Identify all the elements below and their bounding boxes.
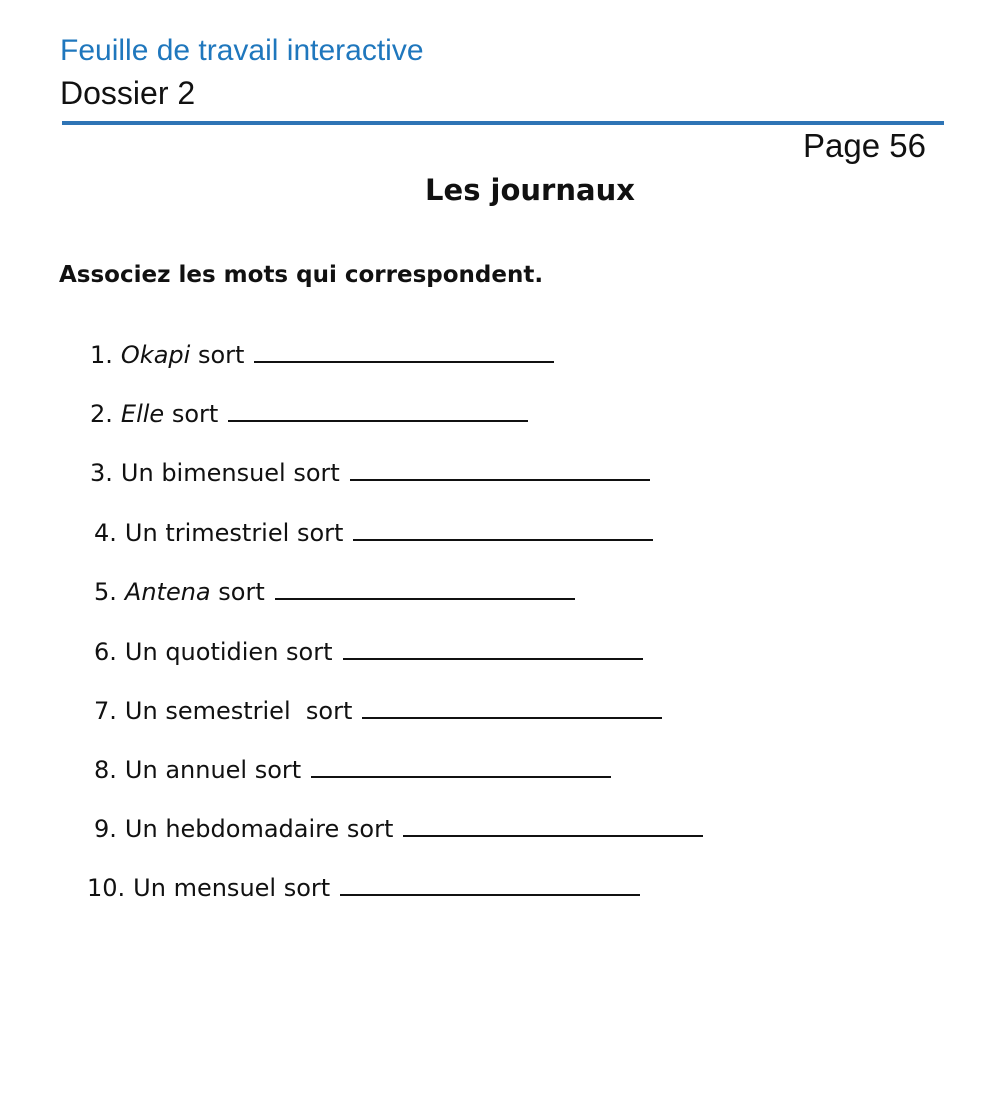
exercise-item-2: [90, 400, 528, 428]
item-verb: sort: [283, 874, 331, 902]
item-number: 8.: [94, 756, 117, 784]
item-number: 5.: [94, 578, 117, 606]
item-verb: sort: [171, 400, 219, 428]
item-verb: sort: [254, 756, 302, 784]
exercise-item-1: [90, 341, 554, 369]
item-verb: sort: [305, 697, 353, 725]
item-number: 1.: [90, 341, 113, 369]
worksheet-type-label: Feuille de travail interactive: [60, 34, 424, 67]
answer-blank[interactable]: [254, 341, 554, 363]
item-number: 3.: [90, 459, 113, 487]
exercise-item-7: [94, 697, 662, 725]
item-subject: Un quotidien: [124, 638, 279, 666]
worksheet-title: Les journaux: [425, 173, 635, 207]
item-subject: Un bimensuel: [120, 459, 286, 487]
answer-blank[interactable]: [275, 578, 575, 600]
answer-blank[interactable]: [343, 638, 643, 660]
item-verb: sort: [218, 578, 265, 606]
exercise-item-6: [94, 638, 643, 666]
dossier-title: Dossier 2: [60, 75, 196, 111]
item-subject: Un annuel: [124, 756, 248, 784]
item-subject: Antena: [124, 578, 211, 606]
item-subject: Un mensuel: [133, 874, 277, 902]
answer-blank[interactable]: [403, 815, 703, 837]
answer-blank[interactable]: [350, 459, 650, 481]
item-number: 9.: [94, 815, 117, 843]
item-subject: Un trimestriel: [124, 519, 290, 547]
exercise-item-9: [94, 815, 703, 843]
item-verb: sort: [286, 638, 333, 666]
item-verb: sort: [197, 341, 245, 369]
item-number: 6.: [94, 638, 117, 666]
item-verb: sort: [293, 459, 340, 487]
header-divider: [62, 121, 944, 125]
exercise-item-3: [90, 459, 650, 487]
item-subject: Elle: [120, 400, 165, 428]
exercise-item-8: [94, 756, 611, 784]
answer-blank[interactable]: [362, 697, 662, 719]
item-subject: Okapi: [120, 341, 191, 369]
item-number: 10.: [87, 874, 126, 902]
answer-blank[interactable]: [340, 874, 640, 896]
exercise-item-10: [87, 874, 640, 902]
item-number: 2.: [90, 400, 113, 428]
answer-blank[interactable]: [311, 756, 611, 778]
item-verb: sort: [346, 815, 394, 843]
exercise-item-5: [94, 578, 575, 606]
page-number: Page 56: [803, 127, 926, 164]
item-verb: sort: [296, 519, 344, 547]
exercise-item-4: [94, 519, 653, 547]
item-subject: Un semestriel: [124, 697, 299, 725]
item-number: 4.: [94, 519, 117, 547]
item-number: 7.: [94, 697, 117, 725]
answer-blank[interactable]: [228, 400, 528, 422]
answer-blank[interactable]: [353, 519, 653, 541]
item-subject: Un hebdomadaire: [124, 815, 340, 843]
instructions: Associez les mots qui correspondent.: [59, 262, 544, 288]
